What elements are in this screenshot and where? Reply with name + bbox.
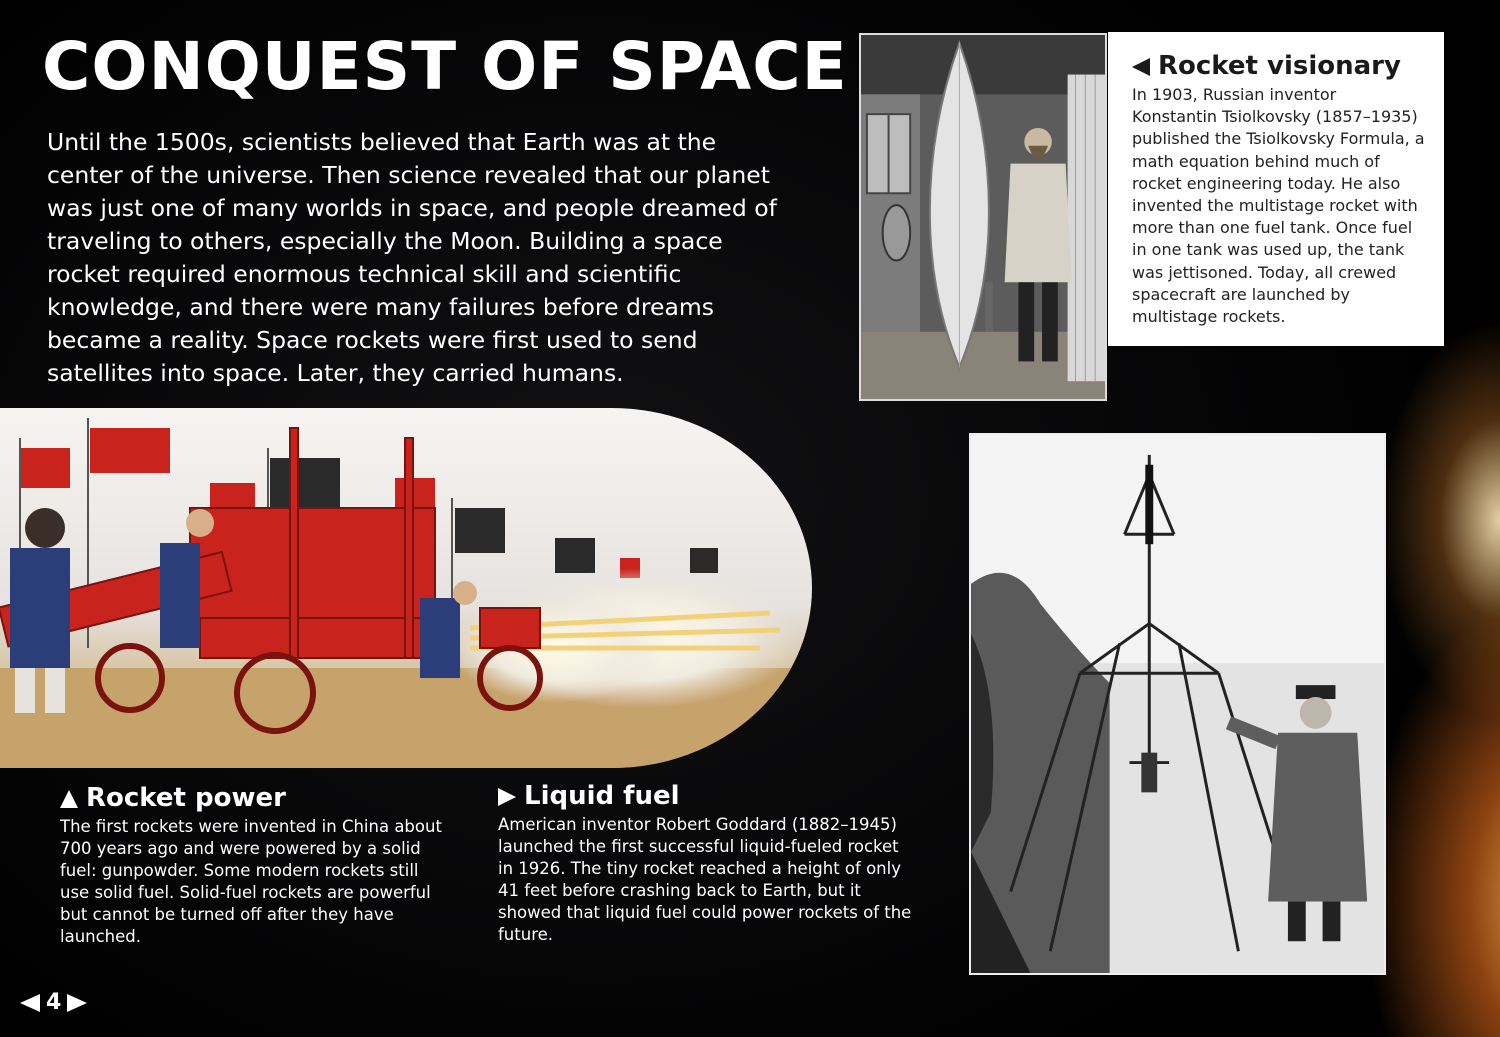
tsiolkovsky-photo — [859, 33, 1107, 401]
goddard-photo — [969, 433, 1386, 975]
rocket-power-body: The first rockets were invented in China about 700 years ago and were powered by a solid fuel: gunpowder. Some modern rockets still use solid fuel. Solid-fuel rockets are powerful but cannot be turned off after they have launched. — [60, 816, 442, 946]
triangle-right-icon — [498, 788, 516, 806]
liquid-fuel-title: Liquid fuel — [524, 781, 680, 811]
page-navigation — [20, 990, 87, 1015]
next-page-icon[interactable] — [67, 994, 87, 1012]
intro-paragraph: Until the 1500s, scientists believed that Earth was at the center of the universe. Then science revealed that our planet was just one of many worlds in space, and people dreamed of traveling to others, especially the Moon. Building a space rocket required enormous technical skill and scientific knowledge, and there were many failures before dreams became a reality. Space rockets were first used to send satellites into space. Later, they carried humans. — [47, 128, 777, 387]
rocket-power-title: Rocket power — [86, 783, 286, 813]
page-title: CONQUEST OF SPACE — [42, 28, 848, 105]
rocket-visionary-heading — [1132, 52, 1426, 82]
prev-page-icon[interactable] — [20, 994, 40, 1012]
rocket-power-caption — [60, 784, 450, 948]
rocket-power-heading — [60, 784, 450, 814]
triangle-up-icon — [60, 790, 78, 808]
triangle-left-icon — [1132, 58, 1150, 76]
page-number: 4 — [46, 990, 62, 1015]
china-rocket-illustration — [0, 408, 812, 768]
rocket-visionary-body: In 1903, Russian inventor Konstantin Tsiolkovsky (1857–1935) published the Tsiolkovsky Formula, a math equation behind much of rocket engineering today. He also invented the multistage rocket with more than one fuel tank. Once fuel in one tank was used up, the tank was jettisoned. Today, all crewed spacecraft are launched by multistage rockets. — [1132, 84, 1425, 326]
liquid-fuel-caption — [498, 782, 918, 946]
liquid-fuel-body: American inventor Robert Goddard (1882–1945) launched the first successful liquid-fueled rocket in 1926. The tiny rocket reached a height of only 41 feet before crashing back to Earth, but it showed that liquid fuel could power rockets of the future. — [498, 814, 912, 944]
rocket-visionary-title: Rocket visionary — [1158, 51, 1401, 81]
rocket-visionary-box — [1108, 32, 1444, 346]
liquid-fuel-heading — [498, 782, 918, 812]
